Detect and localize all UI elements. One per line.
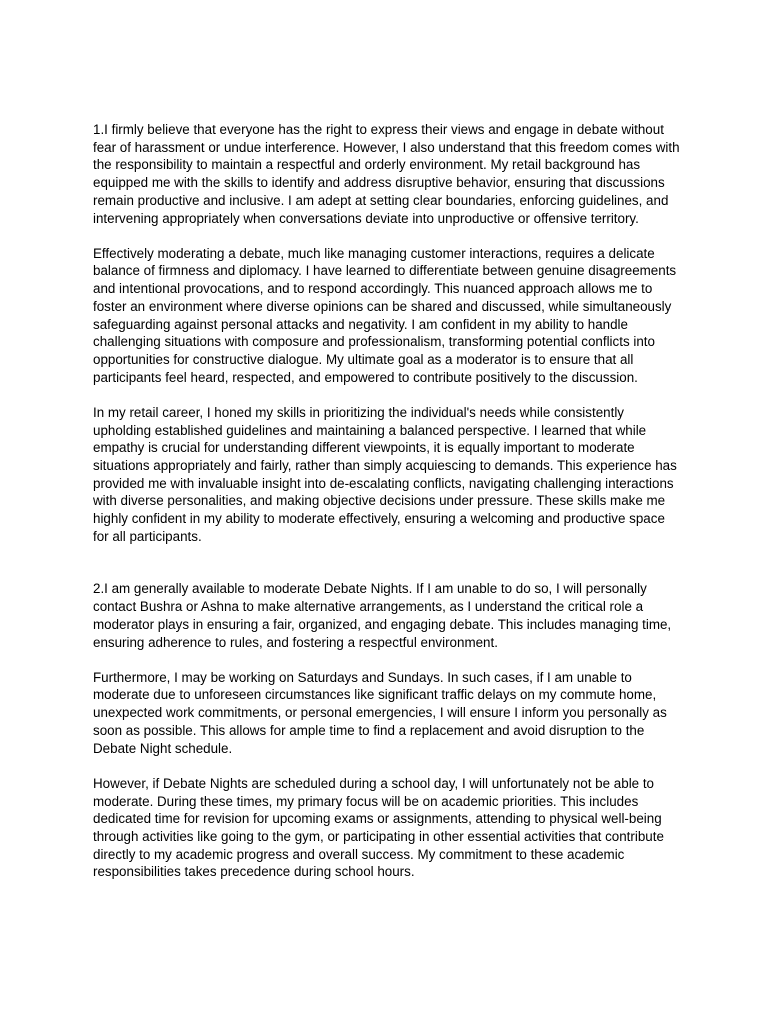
paragraph-2-3: However, if Debate Nights are scheduled during a school day, I will unfortunately not be able to moderate. During these times, my primary focus will be on academic priorities. This includes dedicated time for revision for upcoming exams or assignments, attending to physical well-being through activities like going to the gym, or participating in other essential activities that contribute directly to my academic progress and overall success. My commitment to these academic responsibilities takes precedence during school hours. <box>93 775 664 880</box>
paragraph-1-3: In my retail career, I honed my skills in prioritizing the individual's needs while consistently upholding established guidelines and maintaining a balanced perspective. I learned that while empathy is crucial for understanding different viewpoints, it is equally important to moderate situations appropriately and fairly, rather than simply acquiescing to demands. This experience has provided me with invaluable insight into de-escalating conflicts, navigating challenging interactions with diverse personalities, and making objective decisions under pressure. These skills make me highly confident in my ability to moderate effectively, ensuring a welcoming and productive space for all participants. <box>93 404 677 544</box>
paragraph-2-1: 2.I am generally available to moderate Debate Nights. If I am unable to do so, I will personally contact Bushra or Ashna to make alternative arrangements, as I understand the critical role a moderator plays in ensuring a fair, organized, and engaging debate. This includes managing time, ensuring adherence to rules, and fostering a respectful environment. <box>93 581 672 650</box>
section-divider-space <box>93 563 683 581</box>
paragraph-1-1: 1.I firmly believe that everyone has the right to express their views and engage in debate without fear of harassment or undue interference. However, I also understand that this freedom comes with the responsibility to maintain a respectful and orderly environment. My retail background has equipped me with the skills to identify and address disruptive behavior, ensuring that discussions remain productive and inclusive. I am adept at setting clear boundaries, enforcing guidelines, and intervening appropriately when conversations deviate into unproductive or offensive territory. <box>93 122 680 226</box>
document-body <box>93 121 683 899</box>
paragraph-2-2: Furthermore, I may be working on Saturdays and Sundays. In such cases, if I am unable to moderate due to unforeseen circumstances like significant traffic delays on my commute home, unexpected work commitments, or personal emergencies, I will ensure I inform you personally as soon as possible. This allows for ample time to find a replacement and avoid disruption to the Debate Night schedule. <box>93 669 667 756</box>
paragraph-1-2: Effectively moderating a debate, much like managing customer interactions, requires a delicate balance of firmness and diplomacy. I have learned to differentiate between genuine disagreements and intentional provocations, and to respond accordingly. This nuanced approach allows me to foster an environment where diverse opinions can be shared and discussed, while simultaneously safeguarding against personal attacks and negativity. I am confident in my ability to handle challenging situations with composure and professionalism, transforming potential conflicts into opportunities for constructive dialogue. My ultimate goal as a moderator is to ensure that all participants feel heard, respected, and empowered to contribute positively to the discussion. <box>93 245 677 385</box>
